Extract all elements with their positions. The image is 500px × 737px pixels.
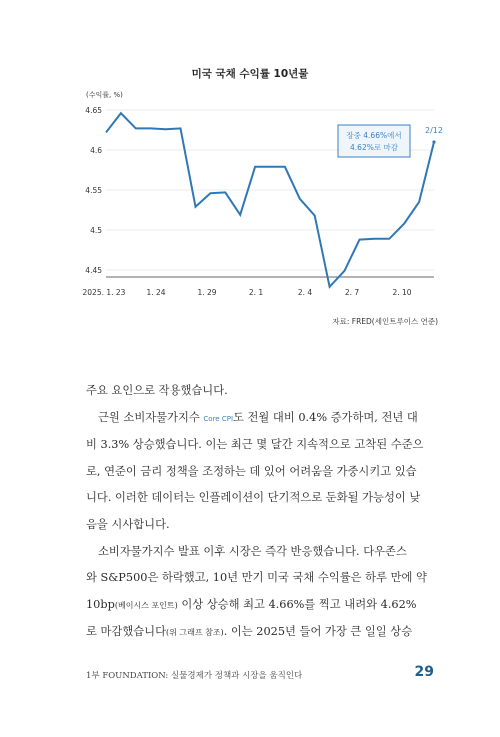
y-tick-label: 4.65 [85,106,102,115]
text-run: . 이는 2025년 들어 가장 큰 일일 상승 [223,625,413,639]
text-run: 근원 소비자물가지수 [98,410,204,424]
body-line: 음을 시사합니다. [86,517,170,531]
body-line [86,619,436,647]
data-point [432,140,435,143]
body-text [86,378,436,647]
body-line: 비 3.3% 상승했습니다. 이는 최근 몇 달간 지속적으로 고착된 수준으 [86,438,424,452]
body-line [86,405,436,433]
x-tick-label: 2. 1 [248,288,264,297]
chart-source: 자료: FRED(세인트루이스 연준) [332,317,438,326]
body-line: 와 S&P500은 하락했고, 10년 만기 미국 국채 수익률은 하루 만에 약 [86,571,427,585]
core-cpi-term: Core CPI [203,414,234,423]
end-label: 2/12 [425,126,443,135]
body-line [86,592,436,620]
body-line: 주요 요인으로 작용했습니다. [86,384,228,397]
y-tick-label: 4.6 [90,146,102,155]
body-line: 니다. 이러한 데이터는 인플레이션이 단기적으로 둔화될 가능성이 낮 [86,491,421,505]
text-run: 도 전월 대비 0.4% 증가하며, 전년 대 [233,410,418,424]
x-ticks [83,288,412,297]
body-line: 소비자물가지수 발표 이후 시장은 즉각 반응했습니다. 다우존스 [98,544,407,558]
body-line: 로, 연준이 금리 정책을 조정하는 데 있어 어려움을 가중시키고 있습 [86,464,417,478]
yield-chart [0,80,500,305]
text-run: 이상 상승해 최고 4.66%를 찍고 내려와 4.62% [177,597,417,611]
page-number: 29 [414,664,434,680]
callout-line-1: 장중 4.66%에서 [346,131,402,140]
x-tick-label: 2. 10 [392,288,412,297]
callout-box [338,125,410,157]
basis-point-note: (베이시스 포인트) [114,600,178,610]
x-tick-label: 1. 29 [197,288,217,297]
x-tick-label: 2. 4 [297,288,313,297]
x-tick-label: 2025. 1. 23 [82,288,126,297]
y-tick-label: 4.55 [85,186,102,195]
chart-title: 미국 국채 수익률 10년물 [191,68,309,80]
x-tick-label: 2. 7 [344,288,360,297]
text-run: 로 마감했습니다 [86,625,166,639]
callout-line-2: 4.62%로 마감 [350,143,398,152]
text-run: 10bp [86,597,115,611]
graph-reference-note: (위 그래프 참조) [165,628,224,638]
y-tick-label: 4.5 [90,226,102,235]
x-tick-label: 1. 24 [146,288,166,297]
y-axis-label: (수익률, %) [86,91,123,99]
running-footer: 1부 FOUNDATION: 실물경제가 정책과 시장을 움직인다 [86,671,303,681]
y-tick-label: 4.45 [85,266,102,275]
